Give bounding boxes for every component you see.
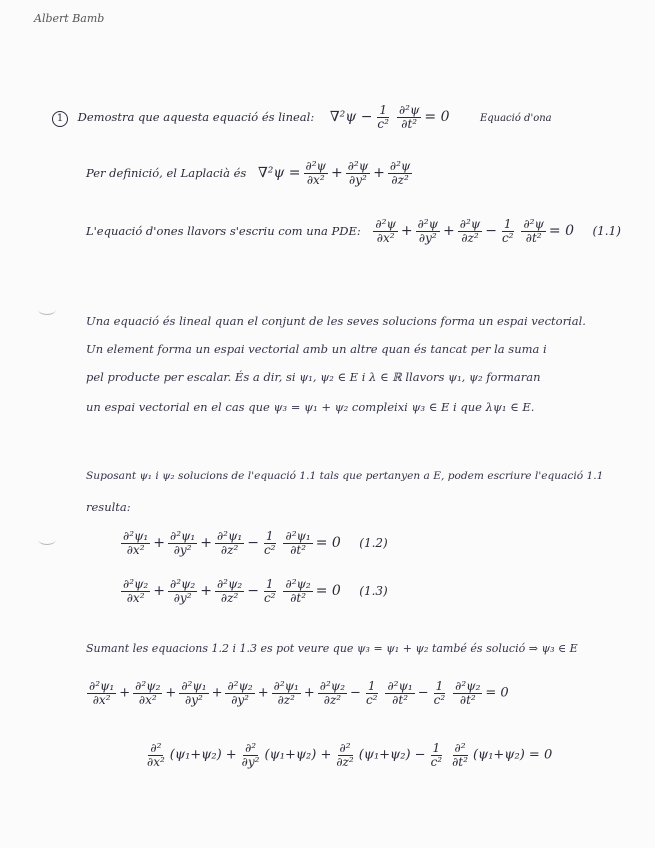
punch-hole [38, 304, 56, 315]
sum-intro: Sumant les equacions 1.2 i 1.3 es pot veure que ψ₃ = ψ₁ + ψ₂ també és solució ⇒ ψ₃ ∈ E [86, 642, 578, 655]
pde-intro: L'equació d'ones llavors s'escriu com una PDE: [86, 224, 361, 239]
pde-tag: (1.1) [592, 224, 621, 239]
equation-1-3: $\frac{\text{∂²ψ₂}}{\text{∂x²}}$ + $\frac{\text{∂²ψ₂}}{\text{∂y²}}$ + $\frac{\text{∂²ψ₂}}{\text{∂z²}}$ − $\frac{1}{\text{c²}}$ $\frac{\text{∂²ψ₂}}{\text{∂t²}}$ = 0 (1.3) [123, 577, 388, 605]
task-number: 1 [52, 111, 68, 127]
grouped-equation: $\frac{\text{∂²}}{\text{∂x²}}$ (ψ₁+ψ₂) + $\frac{\text{∂²}}{\text{∂y²}}$ (ψ₁+ψ₂) + $\frac{\text{∂²}}{\text{∂z²}}$ (ψ₁+ψ₂) − $\frac{1}{\text{c²}}$ $\frac{\text{∂²}}{\text{∂t²}}$ (ψ₁+ψ₂) = 0 [147, 741, 553, 769]
task-line [52, 104, 552, 130]
laplacian-line [86, 160, 415, 186]
punch-hole [38, 534, 56, 545]
task-statement: Demostra que aquesta equació és lineal: [77, 110, 315, 125]
equation-1-2: $\frac{\text{∂²ψ₁}}{\text{∂x²}}$ + $\frac{\text{∂²ψ₁}}{\text{∂y²}}$ + $\frac{\text{∂²ψ₁}}{\text{∂z²}}$ − $\frac{1}{\text{c²}}$ $\frac{\text{∂²ψ₁}}{\text{∂t²}}$ = 0 (1.2) [123, 529, 388, 557]
task-note: Equació d'ona [479, 113, 552, 125]
laplacian-intro: Per definició, el Laplacià és [86, 166, 247, 181]
eq12-tag: (1.2) [359, 536, 388, 551]
pde-equation: $\frac{\text{∂²ψ}}{\text{∂x²}}$ + $\frac{\text{∂²ψ}}{\text{∂y²}}$ + $\frac{\text{∂²ψ}}{\text{∂z²}}$ − $\frac{1}{\text{c²}}$ $\frac{\text{∂²ψ}}{\text{∂t²}}$ = 0 [375, 217, 579, 245]
author-signature: Albert Bamb [34, 12, 105, 25]
eq13-tag: (1.3) [359, 584, 388, 599]
task-equation: ∇²ψ − $\frac{1}{\text{c²}}$ $\frac{\text{∂²ψ}}{\text{∂t²}}$ = 0 [329, 103, 454, 131]
expanded-equation: $\frac{\text{∂²ψ₁}}{\text{∂x²}}$ + $\frac{\text{∂²ψ₂}}{\text{∂x²}}$ + $\frac{\text{∂²ψ₁}}{\text{∂y²}}$ + $\frac{\text{∂²ψ₂}}{\text{∂y²}}$ + $\frac{\text{∂²ψ₁}}{\text{∂z²}}$ + $\frac{\text{∂²ψ₂}}{\text{∂z²}}$ − $\frac{1}{\text{c²}}$ $\frac{\text{∂²ψ₁}}{\text{∂t²}}$ − $\frac{1}{\text{c²}}$ $\frac{\text{∂²ψ₂}}{\text{∂t²}}$ = 0 [89, 679, 509, 707]
definition-line-3: pel producte per escalar. És a dir, si ψ₁, ψ₂ ∈ E i λ ∈ ℝ llavors ψ₁, ψ₂ formaran [86, 370, 541, 384]
definition-line-2: Un element forma un espai vectorial amb un altre quan és tancat per la suma i [86, 342, 547, 356]
definition-line-1: Una equació és lineal quan el conjunt de les seves solucions forma un espai vectorial. [86, 314, 586, 328]
suppose-line-2: resulta: [86, 500, 131, 514]
suppose-line-1: Suposant ψ₁ i ψ₂ solucions de l'equació 1.1 tals que pertanyen a E, podem escriure l'equació 1.1 [86, 470, 604, 482]
laplacian-equation: ∇²ψ = $\frac{\text{∂²ψ}}{\text{∂x²}}$ + $\frac{\text{∂²ψ}}{\text{∂y²}}$ + $\frac{\text{∂²ψ}}{\text{∂z²}}$ [257, 159, 411, 187]
pde-line [86, 218, 621, 244]
definition-line-4: un espai vectorial en el cas que ψ₃ = ψ₁ + ψ₂ compleixi ψ₃ ∈ E i que λψ₁ ∈ E. [86, 400, 535, 414]
